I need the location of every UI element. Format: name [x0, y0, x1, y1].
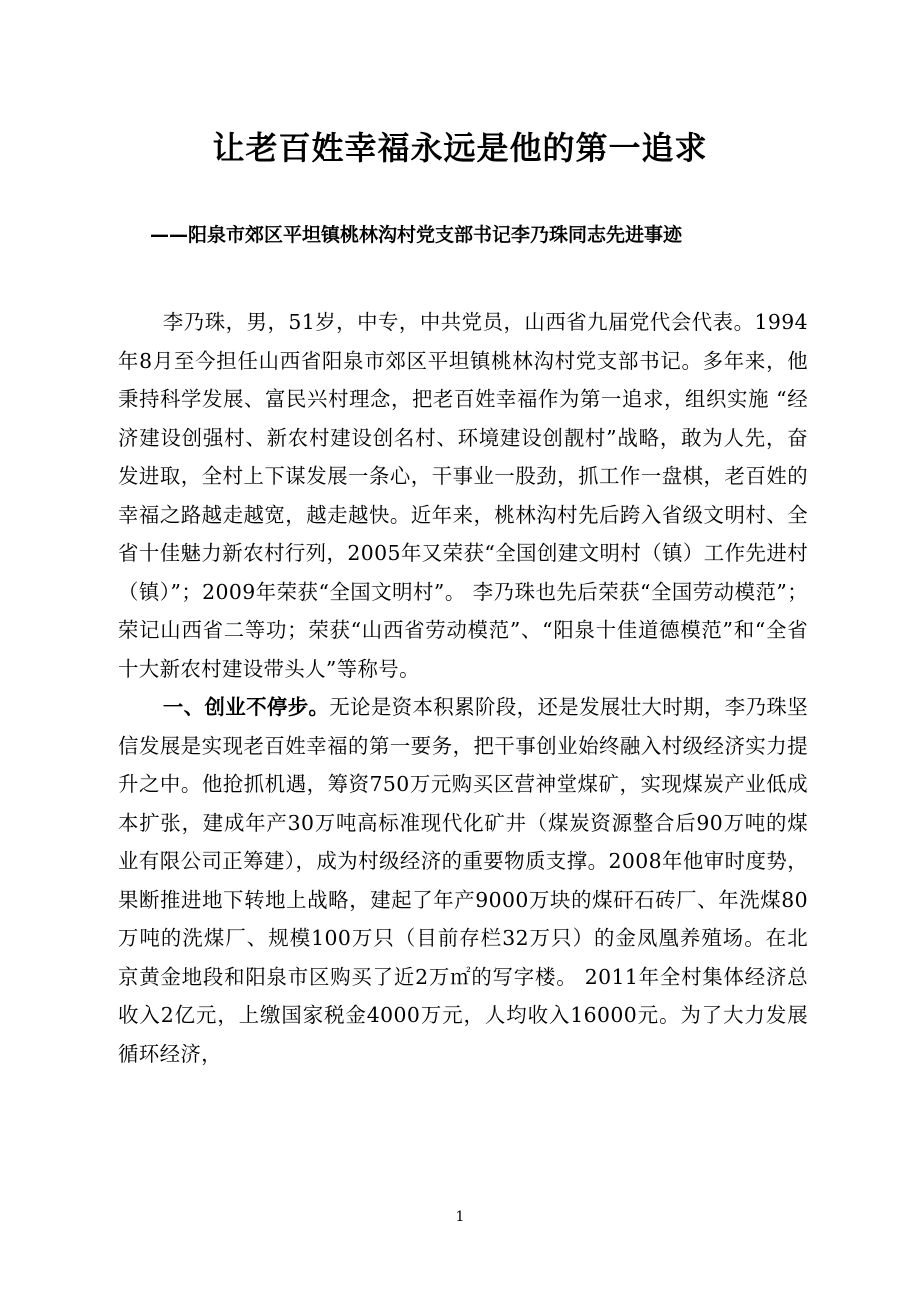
document-subtitle: ——阳泉市郊区平坦镇桃林沟村党支部书记李乃珠同志先进事迹 — [150, 224, 683, 246]
paragraph-text: 李乃珠，男，51岁，中专，中共党员，山西省九届党代会代表。1994年8月至今担任山西省阳泉市郊区平坦镇桃林沟村党支部书记。多年来，他秉持科学发展、富民兴村理念，把老百姓幸福作为第一追求，组织实施 “经济建设创强村、新农村建设创名村、环境建设创靓村”战略，敢为人先，奋发进取，全村上下谋发展一条心，干事业一股劲，抓工作一盘棋，老百姓的幸福之路越走越宽，越走越快。近年来，桃林沟村先后跨入省级文明村、全省十佳魅力新农村行列，2005年又荣获“全国创建文明村（镇）工作先进村（镇）”；2009年荣获“全国文明村”。 李乃珠也先后荣获“全国劳动模范”；荣记山西省二等功；荣获“山西省劳动模范”、“阳泉十佳道德模范”和“全省十大新农村建设带头人”等称号。 — [118, 310, 808, 681]
paragraph-text: 无论是资本积累阶段，还是发展壮大时期，李乃珠坚信发展是实现老百姓幸福的第一要务，把干事创业始终融入村级经济实力提升之中。他抢抓机遇，筹资750万元购买区营神堂煤矿，实现煤炭产业低成本扩张，建成年产30万吨高标准现代化矿井（煤炭资源整合后90万吨的煤业有限公司正筹建），成为村级经济的重要物质支撑。2008年他审时度势，果断推进地下转地上战略，建起了年产9000万块的煤矸石砖厂、年洗煤80万吨的洗煤厂、规模100万只（目前存栏32万只）的金凤凰养殖场。在北京黄金地段和阳泉市区购买了近2万㎡的写字楼。 2011年全村集体经济总收入2亿元，上缴国家税金4000万元，人均收入16000元。为了大力发展循环经济， — [118, 695, 809, 1066]
page-number: 1 — [455, 1209, 465, 1225]
document-body — [118, 303, 808, 1073]
document-title: 让老百姓幸福永远是他的第一追求 — [212, 129, 708, 167]
paragraph-section-1 — [118, 688, 808, 1073]
section-heading: 一、创业不停步。 — [162, 695, 330, 719]
paragraph-intro — [118, 303, 808, 688]
